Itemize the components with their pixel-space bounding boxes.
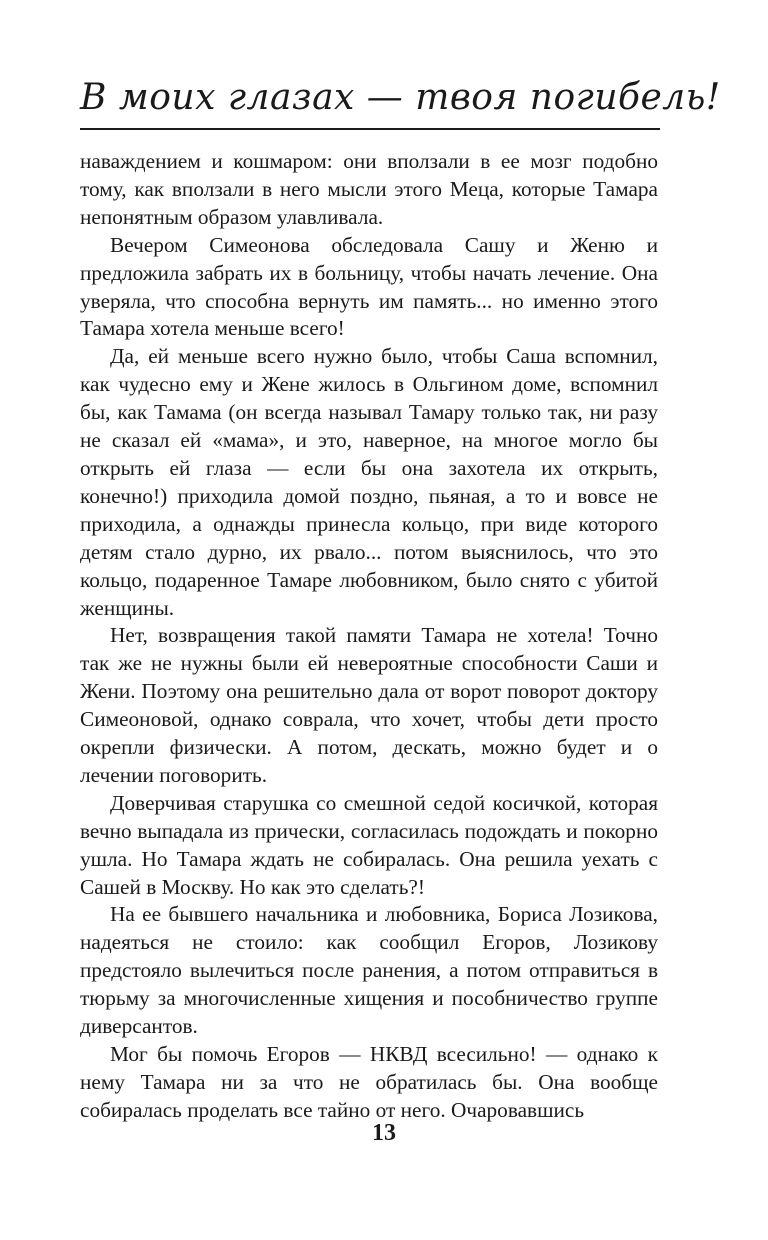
paragraph-6: На ее бывшего начальника и любовника, Бориса Лозикова, надеяться не стоило: как сообщил Егоров, Лозикову предстояло вылечиться после ранения, а потом отправиться в тюрьму за многочисленные хищения и пособничество группе диверсантов. bbox=[80, 902, 658, 1039]
paragraph-4: Нет, возвращения такой памяти Тамара не хотела! Точно так же не нужны были ей невероятные способности Саши и Жени. Поэтому она решительно дала от ворот поворот доктору Симеоновой, однако соврала, что хочет, чтобы дети просто окрепли физически. А потом, дескать, можно будет и о лечении поговорить. bbox=[80, 623, 658, 787]
paragraph-5: Доверчивая старушка со смешной седой косичкой, которая вечно выпадала из прически, согласилась подождать и покорно ушла. Но Тамара ждать не собиралась. Она решила уехать с Сашей в Москву. Но как это сделать?! bbox=[80, 790, 658, 899]
paragraph-7: Мог бы помочь Егоров — НКВД всесильно! — однако к нему Тамара ни за что не обратилась бы. Она вообще собиралась проделать все тайно от него. Очаровавшись bbox=[80, 1042, 658, 1122]
running-head: В моих глазах — твоя погибель! bbox=[80, 77, 721, 118]
paragraph-2: Вечером Симеонова обследовала Сашу и Женю и предложила забрать их в больницу, чтобы начать лечение. Она уверяла, что способна вернуть им память... но именно этого Тамара хотела меньше всего! bbox=[80, 232, 658, 341]
paragraph-3: Да, ей меньше всего нужно было, чтобы Саша вспомнил, как чудесно ему и Жене жилось в Ольгином доме, вспомнил бы, как Тамама (он всегда называл Тамару только так, ни разу не сказал ей «мама», и это, наверное, на многое могло бы открыть ей глаза — если бы она захотела их открыть, конечно!) приходила домой поздно, пьяная, а то и вовсе не приходила, а однажды принесла кольцо, при виде которого детям стало дурно, их рвало... потом выяснилось, что это кольцо, подаренное Тамаре любовником, было снято с убитой женщины. bbox=[80, 344, 658, 620]
header-rule bbox=[80, 128, 660, 130]
page-number: 13 bbox=[372, 1120, 396, 1146]
body-text bbox=[80, 148, 658, 1125]
paragraph-1: наваждением и кошмаром: они вползали в ее мозг подобно тому, как вползали в него мысли этого Меца, которые Тамара непонятным образом улавливала. bbox=[80, 149, 658, 229]
